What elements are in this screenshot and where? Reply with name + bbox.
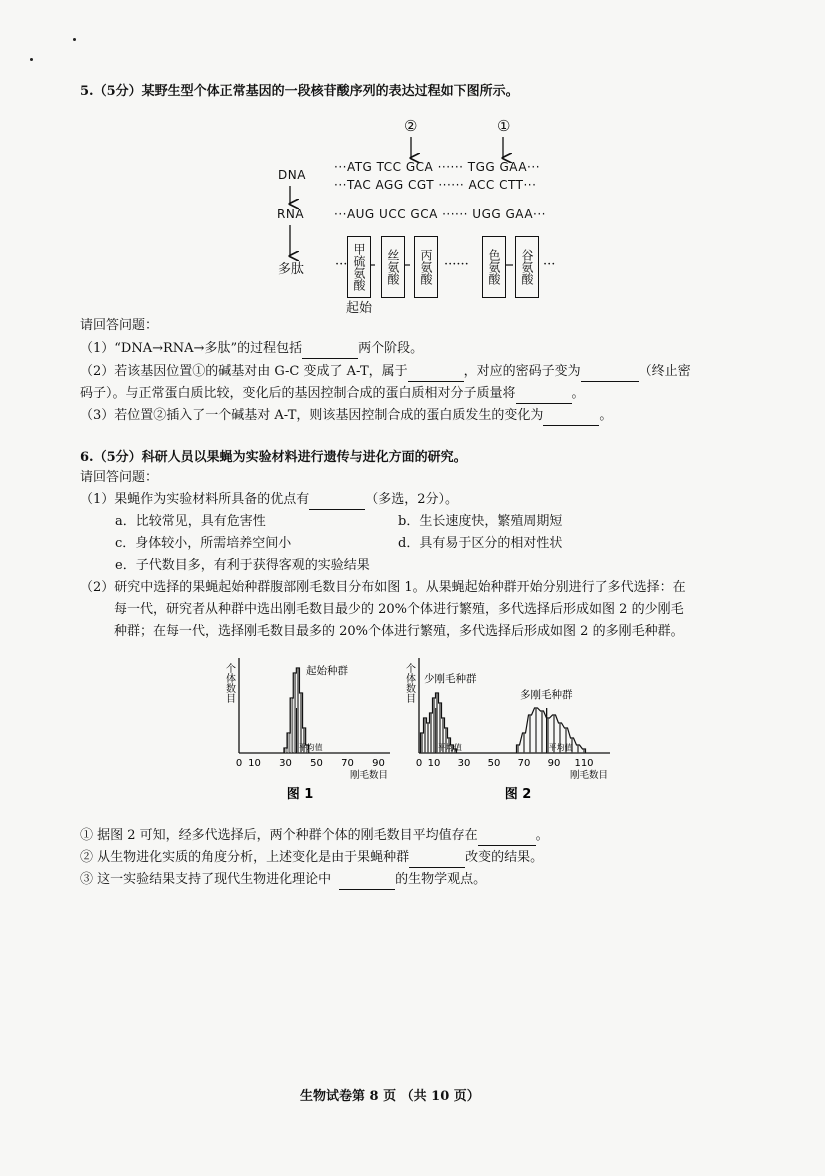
answer-blank[interactable]: [478, 831, 536, 846]
histogram-bar: [421, 733, 422, 753]
option-c: c．身体较小，所需培养空间小: [115, 536, 292, 551]
answer-blank[interactable]: [581, 367, 639, 382]
amino-acid-box: 丙氨酸: [414, 236, 438, 298]
mrna-sequence: ···AUG UCC GCA ······ UGG GAA···: [334, 207, 546, 221]
label-rna: RNA: [277, 207, 305, 221]
histogram-bar: [583, 749, 584, 753]
q6-item-3: ③ 这一实验结果支持了现代生物进化理论中 的生物学观点。: [80, 870, 486, 890]
figure-caption: 图 1: [286, 787, 314, 802]
histogram-bar: [294, 673, 295, 753]
series-name-label: 多刚毛种群: [520, 689, 573, 701]
answer-blank[interactable]: [543, 411, 599, 426]
position-2-marker: ②: [404, 117, 418, 135]
histogram-bar: [529, 715, 530, 753]
x-tick-label: 30: [457, 758, 471, 769]
question-6-title: 6.（5分）科研人员以果蝇为实验材料进行遗传与进化方面的研究。: [80, 450, 467, 465]
peptide-end-dots: ···: [543, 257, 556, 272]
option-e: e．子代数目多，有利于获得客观的实验结果: [115, 558, 370, 573]
histogram-bar: [430, 713, 431, 753]
q6-prompt: 请回答问题：: [80, 470, 159, 485]
peptide-mid-dots: ······: [444, 257, 469, 272]
q6-item-2: ② 从生物进化实质的角度分析，上述变化是由于果蝇种群 改变的结果。: [80, 848, 543, 868]
option-d: d．具有易于区分的相对性状: [398, 536, 563, 551]
q6-subquestion-2-cont: 每一代，研究者从种群中选出刚毛数目最少的 20%个体进行繁殖，多代选择后形成如图 2 的少刚毛: [114, 602, 684, 617]
answer-blank[interactable]: [302, 344, 358, 359]
x-tick-label: 30: [279, 758, 292, 769]
x-tick-label: 0: [415, 758, 423, 769]
amino-acid-box: 甲硫氨酸: [347, 236, 371, 298]
histogram-bar: [433, 698, 434, 753]
amino-acid-box: 色氨酸: [482, 236, 506, 298]
label-dna: DNA: [278, 168, 306, 182]
figure-caption: 图 2: [504, 787, 532, 802]
histogram-bar: [523, 733, 524, 753]
x-tick-label: 10: [427, 758, 441, 769]
x-tick-label: 10: [248, 758, 261, 769]
page-footer: 生物试卷第 8 页 （共 10 页）: [300, 1089, 480, 1104]
histogram-bar: [427, 723, 428, 753]
answer-blank[interactable]: [309, 495, 365, 510]
answer-blank[interactable]: [408, 367, 464, 382]
series-name-label: 少刚毛种群: [424, 673, 477, 685]
x-axis-label: 刚毛数目: [569, 770, 608, 781]
figure-2-chart: [398, 640, 613, 810]
histogram-bar: [291, 698, 292, 753]
histogram-bar: [577, 745, 578, 753]
answer-blank[interactable]: [516, 389, 572, 404]
q6-subquestion-1: （1）果蝇作为实验材料所具备的优点有 （多选，2分）。: [80, 490, 458, 510]
q6-subquestion-2-cont: 种群；在每一代，选择刚毛数目最多的 20%个体进行繁殖，多代选择后形成如图 2 的多刚毛种群。: [114, 624, 684, 639]
histogram-bar: [535, 708, 536, 753]
histogram-bar: [424, 718, 425, 753]
x-tick-label: 0: [235, 758, 243, 769]
y-axis-label: 个体数目: [403, 663, 415, 703]
x-tick-label: 70: [341, 758, 354, 769]
mean-label: 平均值: [548, 743, 573, 752]
histogram-bar: [288, 733, 289, 753]
figure-1-chart: [210, 640, 390, 810]
x-tick-label: 110: [574, 758, 594, 769]
q6-item-1: ① 据图 2 可知，经多代选择后，两个种群个体的刚毛数目平均值存在 。: [80, 826, 549, 846]
x-tick-label: 50: [310, 758, 323, 769]
q5-subquestion-2-cont: 码子）。与正常蛋白质比较，变化后的基因控制合成的蛋白质相对分子质量将 。: [80, 384, 585, 404]
position-1-marker: ①: [497, 117, 511, 135]
mean-label: 平均值: [298, 743, 323, 752]
histogram-bar: [285, 748, 286, 753]
q5-prompt: 请回答问题：: [80, 318, 159, 333]
x-tick-label: 90: [547, 758, 561, 769]
amino-acid-box: 丝氨酸: [381, 236, 405, 298]
x-tick-label: 70: [517, 758, 531, 769]
amino-acid-box: 谷氨酸: [515, 236, 539, 298]
peptide-start-dots: ···: [335, 257, 348, 272]
histogram-bar: [541, 711, 542, 753]
q6-subquestion-2: （2）研究中选择的果蝇起始种群腹部刚毛数目分布如图 1。从果蝇起始种群开始分别进行了多代选择：在: [80, 580, 686, 595]
histogram-bar: [517, 745, 518, 753]
dna-template-strand: ···TAC AGG CGT ······ ACC CTT···: [334, 178, 537, 192]
answer-blank[interactable]: [409, 853, 465, 868]
answer-blank[interactable]: [339, 875, 395, 890]
start-label: 起始: [346, 301, 373, 316]
x-tick-label: 50: [487, 758, 501, 769]
mean-label: 平均值: [437, 743, 462, 752]
x-tick-label: 90: [372, 758, 385, 769]
q5-subquestion-2: （2）若该基因位置①的碱基对由 G-C 变成了 A-T，属于 ，对应的密码子变为 （终止密: [80, 362, 691, 382]
y-axis-label: 个体数目: [223, 663, 235, 703]
x-axis-label: 刚毛数目: [349, 770, 388, 781]
label-peptide: 多肽: [278, 262, 305, 277]
option-a: a．比较常见，具有危害性: [115, 514, 266, 529]
option-b: b．生长速度快，繁殖周期短: [398, 514, 563, 529]
histogram-bar: [297, 668, 298, 753]
q5-subquestion-1: （1）“DNA→RNA→多肽”的过程包括 两个阶段。: [80, 339, 423, 359]
q5-subquestion-3: （3）若位置②插入了一个碱基对 A-T，则该基因控制合成的蛋白质发生的变化为 。: [80, 406, 612, 426]
question-5-title: 5.（5分）某野生型个体正常基因的一段核苷酸序列的表达过程如下图所示。: [80, 84, 519, 99]
series-name-label: 起始种群: [306, 665, 348, 677]
dna-coding-strand: ···ATG TCC GCA ······ TGG GAA···: [334, 160, 541, 174]
